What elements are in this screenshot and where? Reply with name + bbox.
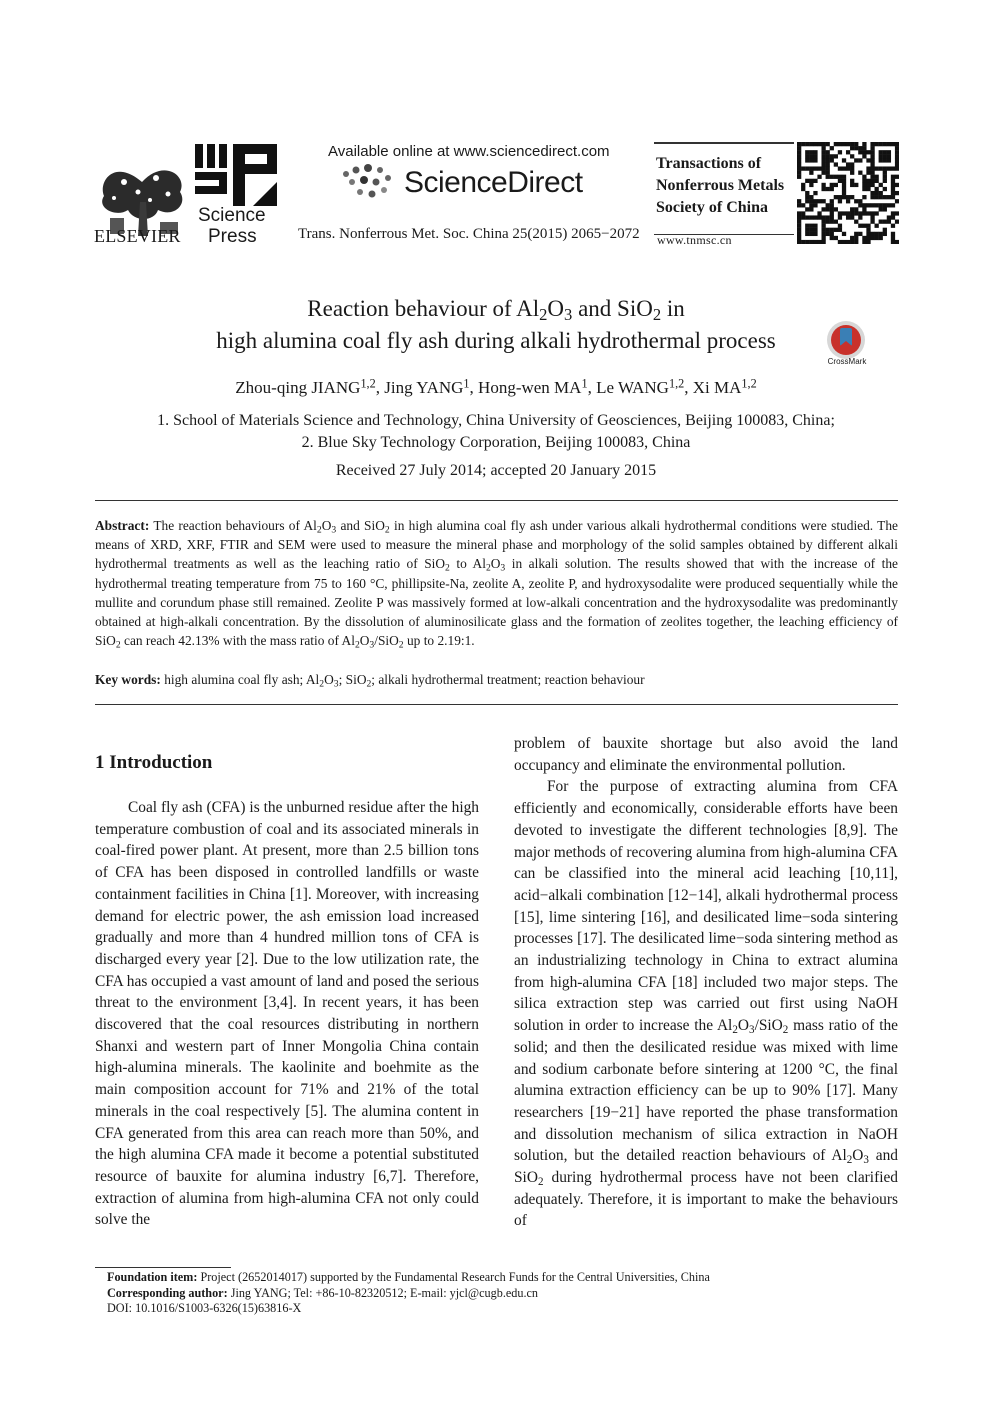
article-title-line1: Reaction behaviour of $Al_2O_3$ and SiO$_2$ in [307,296,685,325]
abstract-label: Abstract: [95,518,150,533]
author-affiliation-mark: 1,2 [668,376,685,391]
body-column-right [514,733,898,1232]
intro-paragraph-1-continued: problem of bauxite shortage but also avoid the land occupancy and eliminate the environmental pollution. [514,735,898,774]
author-name: Hong-wen MA [478,378,582,397]
science-press-text [198,205,266,247]
footnote-foundation: Foundation item: Project (2652014017) supported by the Fundamental Research Funds for the Central Universities, China [107,1270,710,1284]
journal-title-line2: Nonferrous Metals [656,177,785,194]
footnotes [107,1270,897,1317]
keywords-label: Key words: [95,672,161,687]
section-heading-introduction: 1 Introduction [95,752,213,773]
article-title-line2: high alumina coal fly ash during alkali hydrothermal process [216,328,776,353]
author-name: Xi MA [692,378,742,397]
abstract-top-rule [95,500,898,501]
crossmark-label: CrossMark [827,357,867,366]
author-affiliation-mark: 1,2 [741,376,757,391]
intro-paragraph-1: Coal fly ash (CFA) is the unburned residue after the high temperature combustion of coal and its associated minerals in coal-fired power plant. At present, more than 2.5 billion tons of CFA has been disposed in controlled landfills or waste containment facilities in China [1]. Moreover, with increasing demand for electric power, the ash emission load increased gradually and more than 4 hundred million tons of CFA is discharged every year [2]. Due to the low utilization rate, the CFA has occupied a vast amount of land and posed the serious threat to the environment [3,4]. In recent years, it has been discovered that the coal resources distributing in northern Shanxi and western part of Inner Mongolia China contain high-alumina minerals. The kaolinite and boehmite as the main composition account for 71% and 21% of the total minerals in the coal respectively [5]. The alumina content in CFA generated from this area can reach more than 50%, and the high alumina CFA made it become a potential substituted resource of bauxite for alumina industry [6,7]. Therefore, extraction of alumina from high-alumina CFA not only could solve the [95,799,479,1229]
sciencedirect-wordmark: ScienceDirect [404,166,583,199]
journal-title-line1: Transactions of [656,155,762,172]
journal-title-line3: Society of China [656,199,768,216]
affiliation-1: 1. School of Materials Science and Technology, China University of Geosciences, Beijing 100083, China; [157,412,835,429]
received-dates: Received 27 July 2014; accepted 20 January 2015 [335,462,657,479]
author-list: Zhou-qing JIANG$^{1,2}$, Jing YANG$^1$, Hong-wen $MA^1$, Le WANG$^{1,2}$, Xi MA$^{1,2}$ [235,376,757,397]
intro-paragraph-2: For the purpose of extracting alumina from CFA efficiently and economically, considerable efforts have been devoted to investigate the different technologies [8,9]. The major methods of recovering alumina from high-alumina CFA can be classified into the mineral acid leaching [10,11], acid−alkali combination [12−14], alkali hydrothermal process [15], lime sintering [16], and desilicated lime−soda sintering processes [17]. The desilicated lime−soda sintering method as an industrializing technology in China to extract alumina from high-alumina CFA [18] included two major steps. The silica extraction step was carried out first using NaOH solution in order to increase the $Al_2O_3/SiO_2$ mass ratio of the solid; and then the desilicated residue was mixed with lime and sodium carbonate before sintering at 1200 °C, the final alumina extraction efficiency can be up to 90% [17]. Many researchers [19−21] have reported the phase transformation and dissolution mechanism of silica extraction in NaOH solution, but the detailed reaction behaviours of $Al_2O_3$ and SiO$_2$ during hydrothermal process have not been clarified adequately. Therefore, it is important to make the behaviours of [514,778,898,1230]
author-name: Le WANG [596,378,669,397]
science-press-line1: Science [198,205,266,226]
author-affiliation-mark: 1 [463,376,470,391]
science-press-logo [193,142,279,208]
affiliations [96,410,896,454]
author-affiliation-mark: 1,2 [360,376,376,391]
publisher-name: ELSEVIER [94,226,181,246]
abstract: Abstract: The reaction behaviours of $Al_2O_3$ and SiO$_2$ in high alumina coal fly ash under various alkali hydrothermal conditions were studied. The means of XRD, XRF, FTIR and SEM were used to measure the mineral phase and morphology of the solid samples obtained by different alkali hydrothermal treatments as well as the leaching ratio of SiO$_2$ to $Al_2O_3$ in alkali solution. The results showed that with the increase of the hydrothermal treating temperature from 75 to 160 °C, phillipsite-Na, zeolite A, zeolite P, and hydroxysodalite were produced sequentially while the mullite and corundum phase still remained. Zeolite P was massively formed at low-alkali concentration and the hydroxysodalite was predominantly obtained at high-alkali concentration. By the dissolution of aluminosilicate glass and the formation of zeolites together, the leaching efficiency of SiO$_2$ can reach 42.13% with the mass ratio of $Al_2O_3/SiO_2$ up to 2.19:1. [95,518,898,651]
author-name: Jing YANG [384,378,464,397]
sciencedirect-dots-icon [340,162,400,202]
science-press-line2: Press [208,226,257,247]
author-affiliation-mark: 1 [581,376,588,391]
affiliation-2: 2. Blue Sky Technology Corporation, Beijing 100083, China [301,434,691,451]
journal-reference: Trans. Nonferrous Met. Soc. China 25(2015) 2065−2072 [298,226,640,242]
body-column-left [95,797,479,1231]
footnote-doi: DOI: 10.1016/S1003-6326(15)63816-X [107,1301,302,1316]
footnote-rule [95,1267,231,1268]
qr-code-icon [797,142,899,244]
journal-url: www.tnmsc.cn [657,233,732,247]
keywords: Key words: high alumina coal fly ash; $Al_2O_3$; SiO$_2$; alkali hydrothermal treatment; reaction behaviour [95,672,645,690]
footnote-corresponding-author: Corresponding author: Jing YANG; Tel: +86-10-82320512; E-mail: yjcl@cugb.edu.cn [107,1285,539,1300]
sciencedirect-availability: Available online at www.sciencedirect.com [328,143,610,160]
author-name: Zhou-qing JIANG [235,378,361,397]
abstract-bottom-rule [95,704,898,705]
journal-title [656,153,784,219]
article-title [96,293,896,357]
